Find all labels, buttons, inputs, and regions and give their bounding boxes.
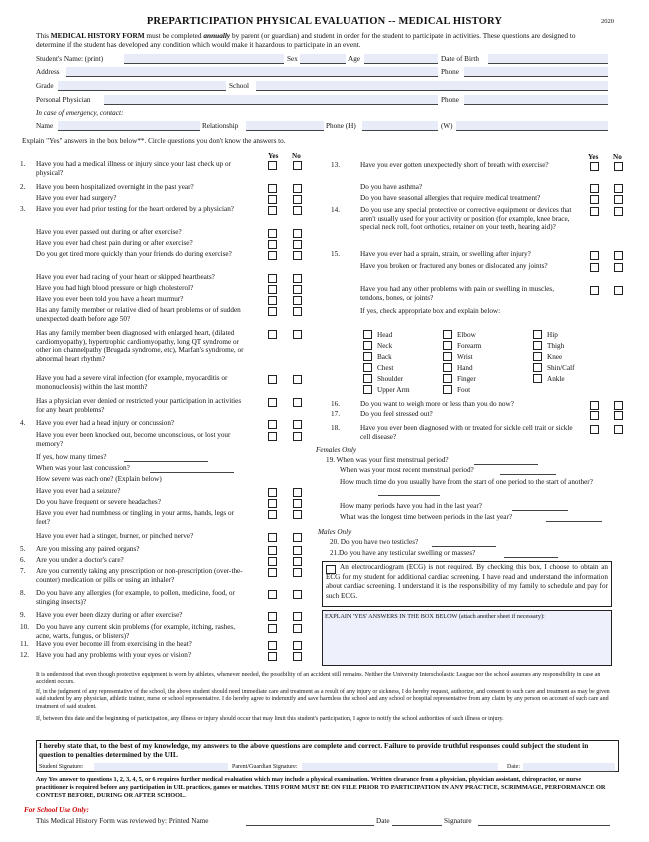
body-part-label: Hand	[457, 364, 473, 372]
student-signature-line	[94, 771, 228, 772]
female-question-text: When was your most recent menstrual period?	[340, 466, 474, 474]
reviewed-by-label: This Medical History Form was reviewed by: Printed Name	[36, 817, 209, 825]
yes-header-right: Yes	[588, 153, 599, 161]
yes-checkbox[interactable]	[590, 162, 599, 171]
yes-checkbox[interactable]	[590, 286, 599, 295]
date-field[interactable]	[523, 763, 615, 771]
question-text: Have you ever been knocked out, become unconscious, or lost your memory?	[36, 431, 231, 448]
females-only-heading: Females Only	[316, 446, 357, 454]
body-part-label: Shin/Calf	[547, 364, 575, 372]
question-text: How severe was each one? (Explain below)	[36, 475, 162, 483]
yes-checkbox[interactable]	[268, 652, 277, 661]
no-checkbox[interactable]	[293, 229, 302, 238]
question-text: Have you ever had prior testing for the heart ordered by a physician?	[36, 205, 234, 213]
parent-signature-label: Parent/Guardian Signature:	[232, 764, 298, 770]
contact-name-line	[58, 130, 200, 131]
question-number: 14.	[331, 206, 340, 214]
phone-h-label: Phone (H)	[326, 122, 356, 130]
question-text: Has any family member been diagnosed with enlarged heart, (dilated cardiomyopathy), hypertrophic cardiomyopathy, long QT syndrome or other ion channelpathy (Brugada syndrome, etc), Marfan's syndrome, or abnormal heart rhythm?	[36, 329, 244, 363]
parent-signature-field[interactable]	[302, 763, 498, 771]
yes-checkbox[interactable]	[590, 263, 599, 272]
school-use-heading: For School Use Only:	[24, 806, 89, 814]
page-title: PREPARTICIPATION PHYSICAL EVALUATION -- MEDICAL HISTORY	[146, 16, 503, 27]
footer-notice: Any Yes answer to questions 1, 2, 3, 4, 5, or 6 requires further medical evaluation which may include a physical examination. Written clearance from a physician, physician assistant, chiropractor, or nurse practitioner is required before any participation in UIL practices, games or matches. THIS FORM MUST BE ON FILE PRIOR TO PARTICIPATION IN ANY PRACTICE, SCRIMMAGE, PERFORMANCE OR CONTEST BEFORE, DURING OR AFTER SCHOOL.	[36, 776, 606, 800]
legal-paragraph-1: It is understood that even though protective equipment is worn by athletes, whenever needed, the possibility of an accident still remains. Neither the University Interscholastic League nor the school assumes any responsibility in case an accident occurs.	[36, 672, 601, 686]
body-part-checkbox[interactable]	[363, 374, 372, 383]
question-number: 12.	[20, 651, 29, 659]
no-header-left: No	[292, 152, 301, 160]
body-part-checkbox[interactable]	[363, 330, 372, 339]
sex-label: Sex	[287, 55, 298, 63]
student-signature-label: Student Signature:	[39, 764, 84, 770]
question-text: Do you want to weigh more or less than you do now?	[360, 400, 514, 408]
yes-checkbox[interactable]	[268, 274, 277, 283]
no-checkbox[interactable]	[293, 251, 302, 260]
reviewed-date-line[interactable]	[392, 825, 442, 826]
no-checkbox[interactable]	[293, 161, 302, 170]
answer-line[interactable]	[500, 474, 556, 475]
phone-w-label: (W)	[441, 122, 453, 130]
answer-line[interactable]	[124, 461, 208, 462]
male-question-text: 20. Do you have two testicles?	[330, 538, 419, 546]
reviewed-date-label: Date	[376, 817, 390, 825]
body-part-checkbox[interactable]	[443, 385, 452, 394]
question-number: 17.	[331, 410, 340, 418]
student-name-line	[124, 63, 284, 64]
question-text: Have you ever had racing of your heart or skipped heartbeats?	[36, 273, 215, 281]
question-number: 16.	[331, 400, 340, 408]
no-checkbox[interactable]	[293, 557, 302, 566]
no-checkbox[interactable]	[293, 285, 302, 294]
no-checkbox[interactable]	[293, 499, 302, 508]
no-checkbox[interactable]	[293, 546, 302, 555]
no-checkbox[interactable]	[293, 274, 302, 283]
yes-checkbox[interactable]	[268, 488, 277, 497]
question-number: 4.	[20, 419, 26, 427]
age-line	[364, 63, 438, 64]
no-checkbox[interactable]	[293, 624, 302, 633]
question-text: Do you feel stressed out?	[360, 410, 433, 418]
no-checkbox[interactable]	[293, 432, 302, 441]
female-question-text: 19. When was your first menstrual period?	[326, 456, 449, 464]
question-text: Have you ever had a stinger, burner, or pinched nerve?	[36, 532, 194, 540]
question-text: Have you ever had numbness or tingling in your arms, hands, legs or feet?	[36, 509, 235, 526]
yes-checkbox[interactable]	[268, 206, 277, 215]
age-label: Age	[348, 55, 360, 63]
yes-checkbox[interactable]	[268, 624, 277, 633]
body-part-checkbox[interactable]	[443, 352, 452, 361]
no-checkbox[interactable]	[614, 195, 623, 204]
no-checkbox[interactable]	[293, 590, 302, 599]
question-text: If yes, check appropriate box and explain below:	[360, 307, 501, 315]
question-text: Have you had a severe viral infection (for example, myocarditis or mononucleosis) within the last month?	[36, 374, 228, 391]
body-part-label: Chest	[377, 364, 394, 372]
question-text: Do you have any current skin problems (for example, itching, rashes, acne, warts, fungus, or blisters)?	[36, 623, 235, 640]
form-year: 2020	[601, 18, 614, 25]
answer-line[interactable]	[474, 464, 538, 465]
yes-header-left: Yes	[268, 152, 279, 160]
body-part-label: Forearm	[457, 342, 482, 350]
question-text: Has any family member or relative died of heart problems or of sudden unexpected death before age 50?	[36, 306, 241, 323]
body-part-checkbox[interactable]	[363, 385, 372, 394]
phone-w-line	[456, 130, 608, 131]
yes-checkbox[interactable]	[268, 641, 277, 650]
yes-checkbox[interactable]	[268, 184, 277, 193]
reviewed-signature-line[interactable]	[478, 825, 610, 826]
yes-checkbox[interactable]	[268, 420, 277, 429]
yes-checkbox[interactable]	[268, 330, 277, 339]
contact-name-label: Name	[36, 122, 54, 130]
yes-checkbox[interactable]	[268, 375, 277, 384]
body-part-checkbox[interactable]	[533, 341, 542, 350]
body-part-checkbox[interactable]	[443, 341, 452, 350]
question-number: 2.	[20, 183, 26, 191]
body-part-label: Shoulder	[377, 375, 403, 383]
date-label: Date:	[507, 764, 520, 770]
yes-checkbox[interactable]	[268, 590, 277, 599]
question-text: When was your last concussion?	[36, 464, 130, 472]
yes-checkbox[interactable]	[268, 240, 277, 249]
yes-checkbox[interactable]	[590, 425, 599, 434]
school-label: School	[229, 82, 249, 90]
question-text: Have you ever been diagnosed with or treated for sickle cell trait or sickle cell disease?	[360, 424, 573, 441]
question-text: Are you under a doctor's care?	[36, 556, 124, 564]
relationship-label: Relationship	[202, 122, 239, 130]
question-text: Have you ever been told you have a heart murmur?	[36, 295, 184, 303]
question-number: 3.	[20, 205, 26, 213]
question-text: Have you had any other problems with pain or swelling in muscles, tendons, bones, or joints?	[360, 285, 555, 302]
no-checkbox[interactable]	[614, 411, 623, 420]
parent-signature-line	[302, 771, 498, 772]
no-checkbox[interactable]	[293, 420, 302, 429]
body-part-label: Hip	[547, 331, 558, 339]
question-text: Have you ever had a sprain, strain, or swelling after injury?	[360, 250, 531, 258]
question-text: If yes, how many times?	[36, 453, 107, 461]
yes-checkbox[interactable]	[268, 285, 277, 294]
yes-checkbox[interactable]	[268, 510, 277, 519]
yes-checkbox[interactable]	[268, 568, 277, 577]
question-number: 18.	[331, 424, 340, 432]
body-part-label: Thigh	[547, 342, 565, 350]
body-part-label: Upper Arm	[377, 386, 410, 394]
question-text: Are you missing any paired organs?	[36, 545, 140, 553]
student-name-label: Student's Name: (print)	[36, 55, 104, 63]
date-line	[523, 771, 615, 772]
no-checkbox[interactable]	[293, 398, 302, 407]
reviewer-name-line[interactable]	[246, 825, 374, 826]
body-part-checkbox[interactable]	[363, 341, 372, 350]
yes-checkbox[interactable]	[268, 296, 277, 305]
yes-checkbox[interactable]	[590, 195, 599, 204]
no-checkbox[interactable]	[293, 652, 302, 661]
phone2-line	[464, 104, 608, 105]
body-part-checkbox[interactable]	[443, 363, 452, 372]
question-number: 13.	[331, 161, 340, 169]
student-signature-field[interactable]	[94, 763, 228, 771]
address-line	[66, 76, 438, 77]
yes-checkbox[interactable]	[268, 251, 277, 260]
question-text: Have you ever had a seizure?	[36, 487, 121, 495]
question-number: 6.	[20, 556, 26, 564]
intro-paragraph: This MEDICAL HISTORY FORM must be completed annually by parent (or guardian) and student in order for the student to participate in activities. These questions are designed to determine if the student has developed any condition which would make it hazardous to participate in an event.	[36, 31, 576, 49]
body-part-checkbox[interactable]	[443, 330, 452, 339]
question-text: Do you use any special protective or corrective equipment or devices that aren't usually used for your activity or position (for example, knee brace, special neck roll, foot orthotics, retainer on your teeth, hearing aid)?	[360, 206, 572, 232]
question-text: Do you get tired more quickly than your friends do during exercise?	[36, 250, 232, 258]
body-part-checkbox[interactable]	[443, 374, 452, 383]
question-text: Have you ever passed out during or after exercise?	[36, 228, 182, 236]
yes-checkbox[interactable]	[268, 499, 277, 508]
grade-line	[58, 90, 226, 91]
no-checkbox[interactable]	[293, 612, 302, 621]
no-checkbox[interactable]	[293, 240, 302, 249]
no-checkbox[interactable]	[614, 184, 623, 193]
no-checkbox[interactable]	[293, 195, 302, 204]
body-part-label: Wrist	[457, 353, 473, 361]
yes-checkbox[interactable]	[268, 307, 277, 316]
no-checkbox[interactable]	[293, 510, 302, 519]
yes-checkbox[interactable]	[268, 161, 277, 170]
question-number: 9.	[20, 611, 26, 619]
body-part-checkbox[interactable]	[533, 330, 542, 339]
no-checkbox[interactable]	[614, 286, 623, 295]
ecg-text: An electrocardiogram (ECG) is not required. By checking this box, I choose to obtain an ECG for my student for additional cardiac screening. I have read and understand the information about cardiac screening. I understand it is the responsibility of my family to schedule and pay for such ECG.	[326, 563, 608, 600]
no-checkbox[interactable]	[293, 488, 302, 497]
reviewed-signature-label: Signature	[444, 817, 472, 825]
body-part-checkbox[interactable]	[533, 352, 542, 361]
question-text: Do you have frequent or severe headaches?	[36, 498, 161, 506]
no-checkbox[interactable]	[293, 184, 302, 193]
yes-checkbox[interactable]	[590, 401, 599, 410]
body-part-checkbox[interactable]	[533, 363, 542, 372]
no-checkbox[interactable]	[614, 425, 623, 434]
no-checkbox[interactable]	[293, 568, 302, 577]
question-text: Do you have seasonal allergies that require medical treatment?	[360, 194, 541, 202]
question-text: Have you ever been dizzy during or after exercise?	[36, 611, 183, 619]
legal-paragraph-3: If, between this date and the beginning of participation, any illness or injury should occur that may limit this student's participation, I agree to notify the school authorities of such illness or injury.	[36, 716, 504, 722]
body-part-label: Foot	[457, 386, 471, 394]
question-number: 8.	[20, 589, 26, 597]
question-text: Have you ever had chest pain during or after exercise?	[36, 239, 193, 247]
question-number: 10.	[20, 623, 29, 631]
yes-checkbox[interactable]	[268, 557, 277, 566]
yes-checkbox[interactable]	[268, 432, 277, 441]
question-text: Have you ever had surgery?	[36, 194, 117, 202]
body-part-label: Ankle	[547, 375, 565, 383]
dob-line	[488, 63, 608, 64]
question-number: 11.	[20, 640, 29, 648]
question-text: Have you had a medical illness or injury since your last check up or physical?	[36, 160, 232, 177]
yes-checkbox[interactable]	[590, 207, 599, 216]
question-text: Have you ever had a head injury or concussion?	[36, 419, 175, 427]
phone2-label: Phone	[441, 96, 459, 104]
question-text: Have you broken or fractured any bones or dislocated any joints?	[360, 262, 548, 270]
no-checkbox[interactable]	[293, 296, 302, 305]
yes-checkbox[interactable]	[268, 398, 277, 407]
yes-checkbox[interactable]	[268, 612, 277, 621]
body-part-label: Head	[377, 331, 393, 339]
no-checkbox[interactable]	[293, 533, 302, 542]
answer-line[interactable]	[512, 510, 568, 511]
school-line	[256, 90, 608, 91]
no-checkbox[interactable]	[614, 401, 623, 410]
question-text: Have you ever gotten unexpectedly short of breath with exercise?	[360, 161, 549, 169]
explain-instructions: Explain "Yes" answers in the box below**. Circle questions you don't know the answers to.	[22, 137, 286, 145]
no-checkbox[interactable]	[614, 251, 623, 260]
question-number: 15.	[331, 250, 340, 258]
body-part-label: Neck	[377, 342, 393, 350]
question-text: Have you ever become ill from exercising in the heat?	[36, 640, 192, 648]
body-part-checkbox[interactable]	[363, 363, 372, 372]
no-checkbox[interactable]	[293, 206, 302, 215]
question-text: Have you had any problems with your eyes or vision?	[36, 651, 192, 659]
answer-line[interactable]	[150, 472, 234, 473]
body-part-label: Back	[377, 353, 392, 361]
answer-line[interactable]	[378, 495, 440, 496]
legal-paragraph-2: If, in the judgment of any representative of the school, the above student should need immediate care and treatment as a result of any injury or sickness, I do hereby request, authorize, and consent to such care and treatment as may be given said student by any physician, athletic trainer, nurse or school representative. I do hereby agree to indemnify and save harmless the school and any school or hospital representative from any claim by any person on account of such care and treatment of said student.	[36, 689, 610, 710]
no-checkbox[interactable]	[614, 263, 623, 272]
explain-yes-box-label: EXPLAIN 'YES' ANSWERS IN THE BOX BELOW (attach another sheet if necessary):	[325, 613, 545, 620]
yes-checkbox[interactable]	[590, 411, 599, 420]
physician-label: Personal Physician	[36, 96, 91, 104]
no-checkbox[interactable]	[293, 641, 302, 650]
question-text: Have you been hospitalized overnight in the past year?	[36, 183, 194, 191]
question-text: Do you have asthma?	[360, 183, 423, 191]
body-part-label: Knee	[547, 353, 563, 361]
males-only-heading: Males Only	[318, 528, 352, 536]
sex-line	[300, 63, 346, 64]
answer-line[interactable]	[546, 521, 602, 522]
phone-line	[464, 76, 608, 77]
question-number: 5.	[20, 545, 26, 553]
answer-line[interactable]	[504, 557, 558, 558]
no-checkbox[interactable]	[293, 307, 302, 316]
yes-checkbox[interactable]	[590, 184, 599, 193]
question-number: 1.	[20, 160, 26, 168]
address-label: Address	[36, 68, 60, 76]
body-part-checkbox[interactable]	[363, 352, 372, 361]
question-text: Do you have any allergies (for example, to pollen, medicine, food, or stinging insects)?	[36, 589, 235, 606]
yes-checkbox[interactable]	[268, 533, 277, 542]
yes-checkbox[interactable]	[590, 251, 599, 260]
question-text: Have you had high blood pressure or high cholesterol?	[36, 284, 194, 292]
question-number: 7.	[20, 567, 26, 575]
answer-line[interactable]	[432, 546, 496, 547]
yes-checkbox[interactable]	[268, 195, 277, 204]
yes-checkbox[interactable]	[268, 546, 277, 555]
female-question-text: How much time do you usually have from the start of one period to the start of another?	[340, 478, 593, 486]
male-question-text: 21.Do you have any testicular swelling or masses?	[330, 549, 476, 557]
statement-text: I hereby state that, to the best of my knowledge, my answers to the above questions are complete and correct. Failure to provide truthful responses could subject the student in question to penalties determined by the UIL	[39, 741, 589, 759]
body-part-label: Finger	[457, 375, 476, 383]
phone-h-line	[362, 130, 438, 131]
body-part-checkbox[interactable]	[533, 374, 542, 383]
dob-label: Date of Birth	[441, 55, 479, 63]
emergency-label: In case of emergency, contact:	[36, 109, 124, 117]
no-checkbox[interactable]	[293, 330, 302, 339]
grade-label: Grade	[36, 82, 54, 90]
phone-label: Phone	[441, 68, 459, 76]
female-question-text: How many periods have you had in the last year?	[340, 502, 482, 510]
female-question-text: What was the longest time between periods in the last year?	[340, 513, 513, 521]
yes-checkbox[interactable]	[268, 229, 277, 238]
relationship-line	[246, 130, 324, 131]
question-text: Has a physician ever denied or restricted your participation in activities for any heart problems?	[36, 397, 242, 414]
physician-line	[104, 104, 438, 105]
no-header-right: No	[613, 153, 622, 161]
no-checkbox[interactable]	[614, 207, 623, 216]
question-text: Are you currently taking any prescription or non-prescription (over-the-counter) medication or pills or using an inhaler?	[36, 567, 243, 584]
no-checkbox[interactable]	[293, 375, 302, 384]
body-part-label: Elbow	[457, 331, 476, 339]
no-checkbox[interactable]	[614, 162, 623, 171]
